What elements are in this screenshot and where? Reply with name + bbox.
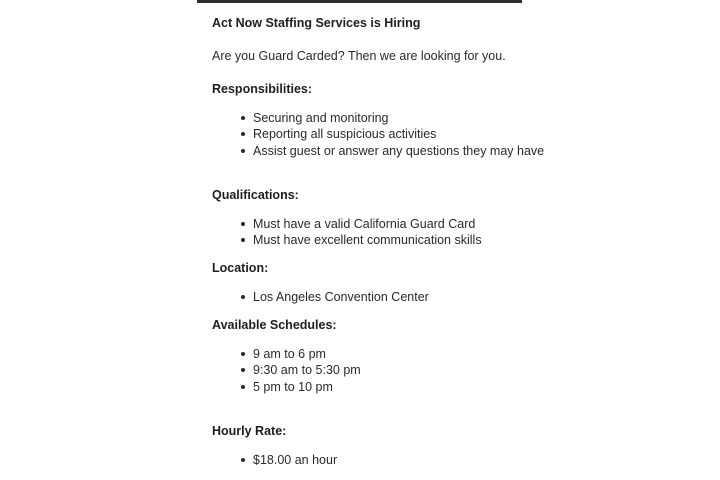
bullet-icon — [241, 149, 245, 153]
top-divider — [197, 0, 522, 3]
list-item — [253, 362, 361, 378]
list-item — [253, 452, 337, 468]
post-title: Act Now Staffing Services is Hiring — [212, 16, 421, 30]
list-item — [253, 232, 482, 248]
bullet-icon — [241, 295, 245, 299]
list-item — [253, 346, 361, 362]
bullet-icon — [241, 132, 245, 136]
list-item — [253, 216, 482, 232]
list-item-text: Must have excellent communication skills — [253, 233, 482, 248]
bullet-icon — [241, 368, 245, 372]
qualifications-list — [253, 216, 482, 249]
list-item-text: 5 pm to 10 pm — [253, 379, 333, 394]
schedules-list — [253, 346, 361, 395]
bullet-icon — [241, 222, 245, 226]
list-item-text: $18.00 an hour — [253, 453, 338, 467]
location-list — [253, 289, 429, 305]
location-heading: Location: — [212, 261, 269, 275]
responsibilities-list — [253, 110, 544, 159]
list-item — [253, 289, 429, 305]
list-item — [253, 379, 361, 395]
list-item-text: Reporting all suspicious activities — [253, 127, 437, 142]
intro-text: Are you Guard Carded? Then we are looking for you. — [212, 49, 506, 63]
rate-list — [253, 452, 337, 468]
list-item — [253, 110, 544, 126]
list-item-text: Assist guest or answer any questions they may have — [253, 143, 545, 158]
list-item-text: Securing and monitoring — [253, 111, 389, 125]
list-item-text: 9 am to 6 pm — [253, 347, 326, 361]
rate-heading: Hourly Rate: — [212, 424, 287, 438]
bullet-icon — [241, 238, 245, 242]
list-item — [253, 143, 544, 159]
bullet-icon — [241, 352, 245, 356]
list-item-text: 9:30 am to 5:30 pm — [253, 363, 361, 378]
qualifications-heading: Qualifications: — [212, 188, 299, 202]
list-item — [253, 126, 544, 142]
bullet-icon — [241, 458, 245, 462]
responsibilities-heading: Responsibilities: — [212, 82, 313, 96]
bullet-icon — [241, 116, 245, 120]
schedules-heading: Available Schedules: — [212, 318, 337, 332]
bullet-icon — [241, 385, 245, 389]
list-item-text: Must have a valid California Guard Card — [253, 217, 476, 231]
list-item-text: Los Angeles Convention Center — [253, 290, 429, 304]
